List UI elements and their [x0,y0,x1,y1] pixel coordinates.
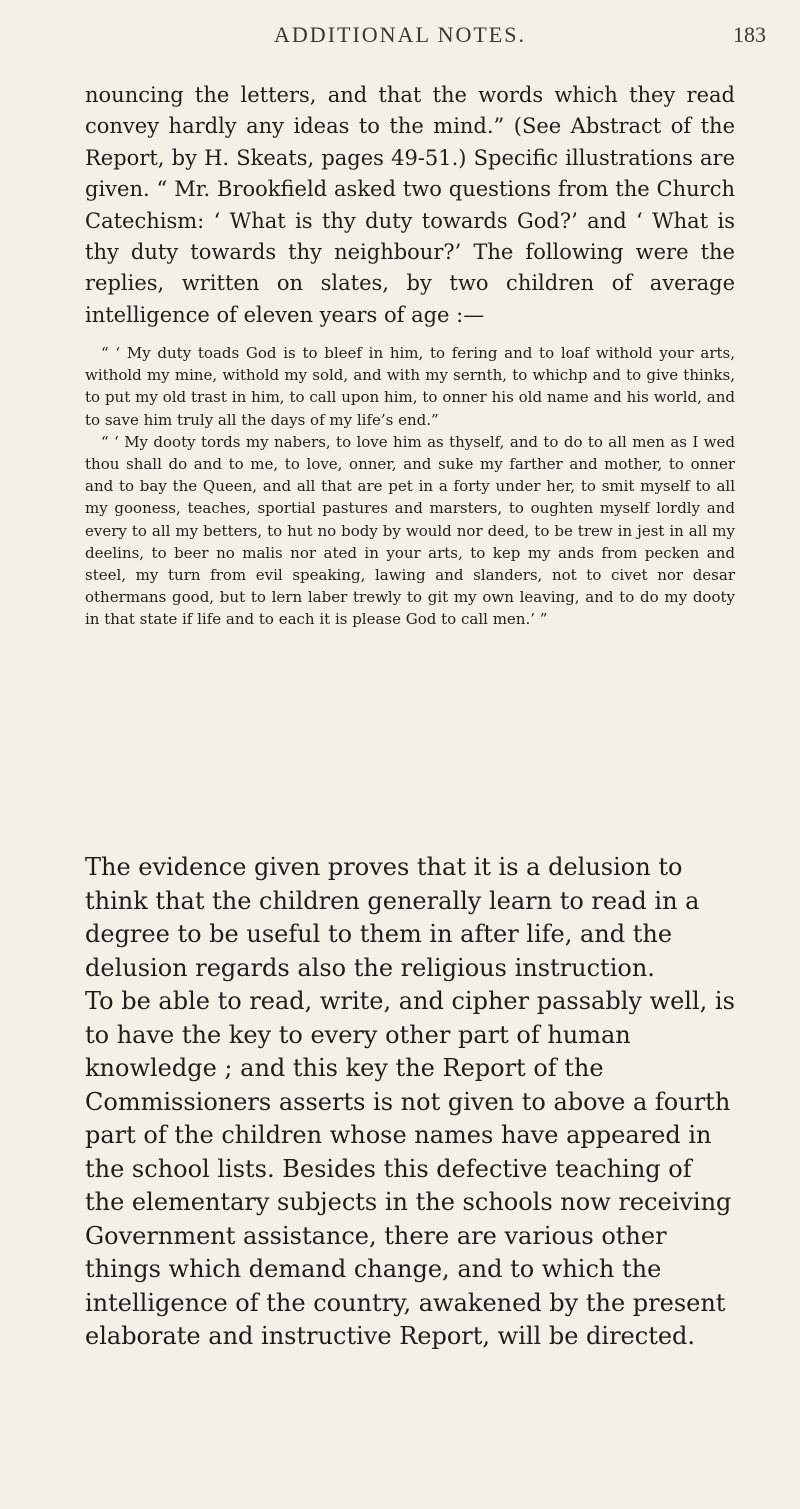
quote-duty-towards-god: “ ‘ My duty toads God is to bleef in him, to fering and to loaf withold your arts, withold my mine, withold my sold, and with my sernth, to whichp and to give thinks, to put my old trast in him, to call upon him, to onner his old name and his world, and to save him truly all the days of my life’s end.” [85,344,735,429]
paragraph-continued [85,80,735,331]
running-head [0,8,800,52]
quote-duty-towards-neighbour: “ ‘ My dooty tords my nabers, to love him as thyself, and to do to all men as I wed thou shall do and to me, to love, onner, and suke my farther and mother, to onner and to bay the Queen, and all that are pet in a forty under her, to smit myself to all my gooness, teaches, sportial pastures and marsters, to oughten myself lordly and every to all my betters, to hut no body by would nor deed, to be trew in jest in all my deelins, to beer no malis nor ated in your arts, to kep my ands from pecken and steel, my turn from evil speaking, lawing and slanders, not to civet nor desar othermans good, but to lern laber trewly to git my own leaving, and to do my dooty in that state if life and to each it is please God to call men.’ ” [85,432,735,629]
running-title: ADDITIONAL NOTES. [274,22,526,47]
paragraph-key-to-knowledge: To be able to read, write, and cipher passably well, is to have the key to every other part of human knowledge ; and this key the Report of the Commissioners asserts is not given to above a fourth part of the children whose names have appeared in the school lists. Besides this defective teaching of the elementary subjects in the schools now receiving Government assistance, there are various other things which demand change, and to which the intelligence of the country, awakened by the present elaborate and instructive Report, will be directed. [85,987,735,1350]
paragraph-nouncing: nouncing the letters, and that the words which they read convey hardly any ideas to the mind.” (See Abstract of the Report, by H. Skeats, pages 49-51.) Specific illustrations are given. “ Mr. Brookfield asked two questions from the Church Catechism: ‘ What is thy duty towards God?’ and ‘ What is thy duty towards thy neighbour?’ The following were the replies, written on slates, by two children of average intelligence of eleven years of age :— [85,83,735,327]
page-number: 183 [733,22,766,47]
quotation-block [85,342,735,631]
closing-paragraphs [85,851,735,1354]
paragraph-evidence: The evidence given proves that it is a delusion to think that the children generally learn to read in a degree to be useful to them in after life, and the delusion regards also the religious instruction. [85,853,700,982]
